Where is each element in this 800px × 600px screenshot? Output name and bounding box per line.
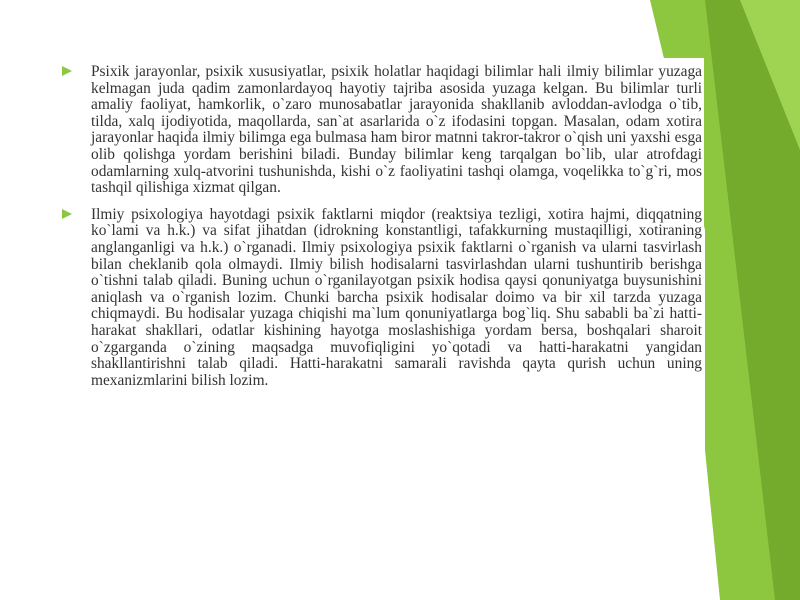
bullet-item (62, 207, 702, 390)
bullet-text: Psixik jarayonlar, psixik xususiyatlar, psixik holatlar haqidagi bilimlar hali ilmiy bilimlar yuzaga kelmagan juda qadim zamonlardayoq hayotiy tajriba asosida yuzaga kelgan. Bu bilimlar turli amaliy faoliyat, hamkorlik, o`zaro munosabatlar jarayonida shakllanib avloddan-avlodga o`tib, tilda, xalq ijodiyotida, maqollarda, san`at asarlarida o`z ifodasini topgan. Masalan, odam xotira jarayonlar haqida ilmiy bilimga ega bulmasa ham biror matnni takror-takror o`qish uni yaxshi esga olib qolishga yordam berishini biladi. Bunday bilimlar keng tarqalgan bo`lib, ular atrofdagi odamlarning xulq-atvorini tushunishda, kishi o`z faoliyatini tashqi olamga, voqelikka to`g`ri, mos tashqil qilishiga xizmat qilgan. (91, 63, 702, 197)
triangle-bullet-icon (62, 66, 72, 76)
triangle-bullet-icon (62, 209, 72, 219)
bullet-text: Ilmiy psixologiya hayotdagi psixik faktlarni miqdor (reaktsiya tezligi, xotira hajmi, diqqatning ko`lami va h.k.) va sifat jihatdan (idrokning konstantligi, tafakkurning mustaqilligi, xotiraning anglanganligi va h.k.) o`rganadi. Ilmiy psixologiya psixik faktlarni o`rganish va ularni tasvirlash bilan cheklanib qola olmaydi. Ilmiy bilish hodisalarni tasvirlashdan ularni tushuntirib berishga o`tishni talab qiladi. Buning uchun o`rganilayotgan psixik hodisa qaysi qonuniyatga buysunishini aniqlash va o`rganish lozim. Chunki barcha psixik hodisalar doimo va bir xil tarzda yuzaga chiqmaydi. Bu hodisalar yuzaga chiqishi ma`lum qonuniyatlarga bog`liq. Shu sababli ba`zi hatti-harakat shakllari, odatlar kishining hayotga moslashishiga yordam bersa, boshqalari sharoit o`zgarganda o`zining maqsadga muvofiqligini yo`qotadi va hatti-harakatni yangidan shakllantirishni talab qiladi. Hatti-harakatni samarali ravishda qayta qurish uchun uning mexanizmlarini bilish lozim. (91, 205, 702, 389)
bullet-item (62, 64, 702, 197)
bullet-list (62, 64, 702, 399)
